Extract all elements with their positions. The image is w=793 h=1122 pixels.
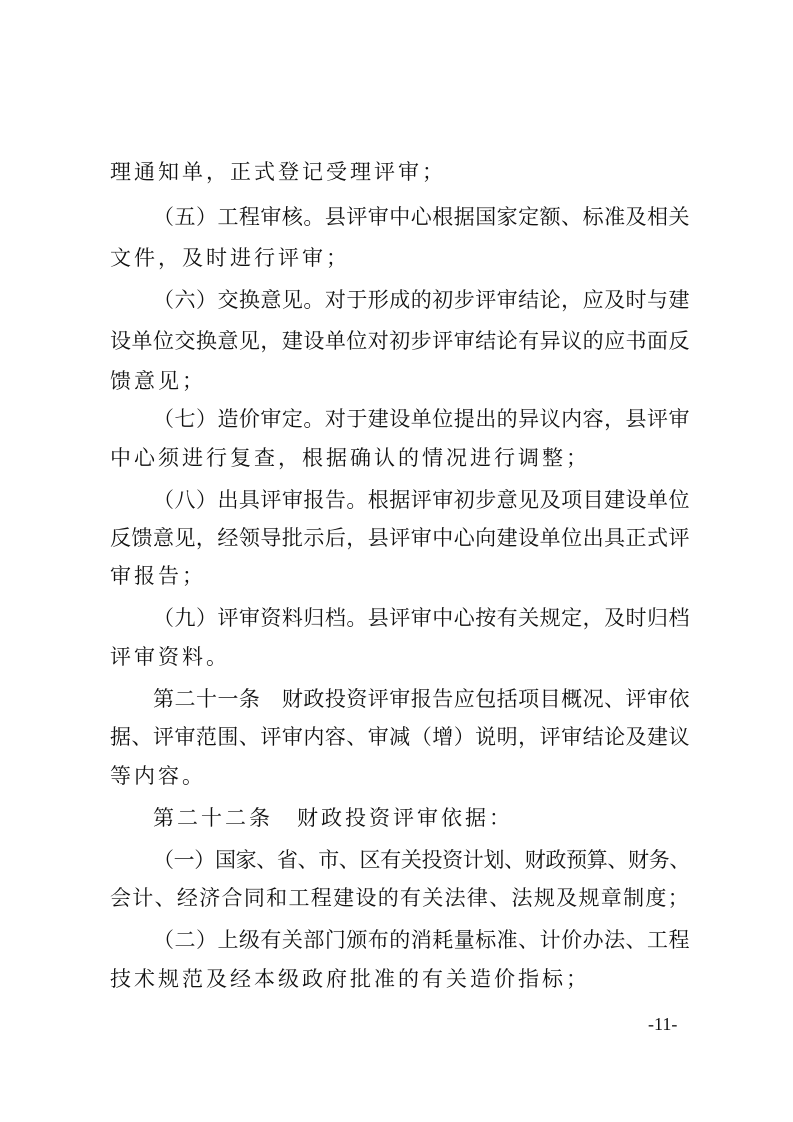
text-line: 会计、经济合同和工程建设的有关法律、法规及规章制度； [110,886,690,910]
text-line: 评审资料。 [110,645,230,669]
text-line: （五）工程审核。县评审中心根据国家定额、标准及相关 [153,205,690,229]
text-line: 第二十一条 财政投资评审报告应包括项目概况、评审依 [153,687,690,711]
text-line: 等内容。 [110,764,206,788]
text-line: （六）交换意见。对于形成的初步评审结论，应及时与建 [153,288,690,312]
text-line: 技术规范及经本级政府批准的有关造价指标； [110,967,590,991]
page-number: -11- [648,1014,678,1034]
text-line: 文件，及时进行评审； [110,246,350,270]
text-line: 审报告； [110,564,206,588]
text-line: 馈意见； [110,369,206,393]
text-line: 据、评审范围、评审内容、审减（增）说明，评审结论及建议 [110,725,690,749]
text-line: （二）上级有关部门颁布的消耗量标准、计价办法、工程 [153,928,690,952]
text-line: 设单位交换意见，建设单位对初步评审结论有异议的应书面反 [110,329,690,353]
text-line: （一）国家、省、市、区有关投资计划、财政预算、财务、 [153,848,690,872]
text-line: 理通知单，正式登记受理评审； [110,160,446,184]
text-line: （九）评审资料归档。县评审中心按有关规定，及时归档 [153,606,690,630]
text-line: （八）出具评审报告。根据评审初步意见及项目建设单位 [153,488,690,512]
text-line: 中心须进行复查，根据确认的情况进行调整； [110,446,590,470]
text-line: 反馈意见，经领导批示后，县评审中心向建设单位出具正式评 [110,526,690,550]
text-line: （七）造价审定。对于建设单位提出的异议内容，县评审 [153,407,690,431]
text-line: 第二十二条 财政投资评审依据： [153,806,513,830]
